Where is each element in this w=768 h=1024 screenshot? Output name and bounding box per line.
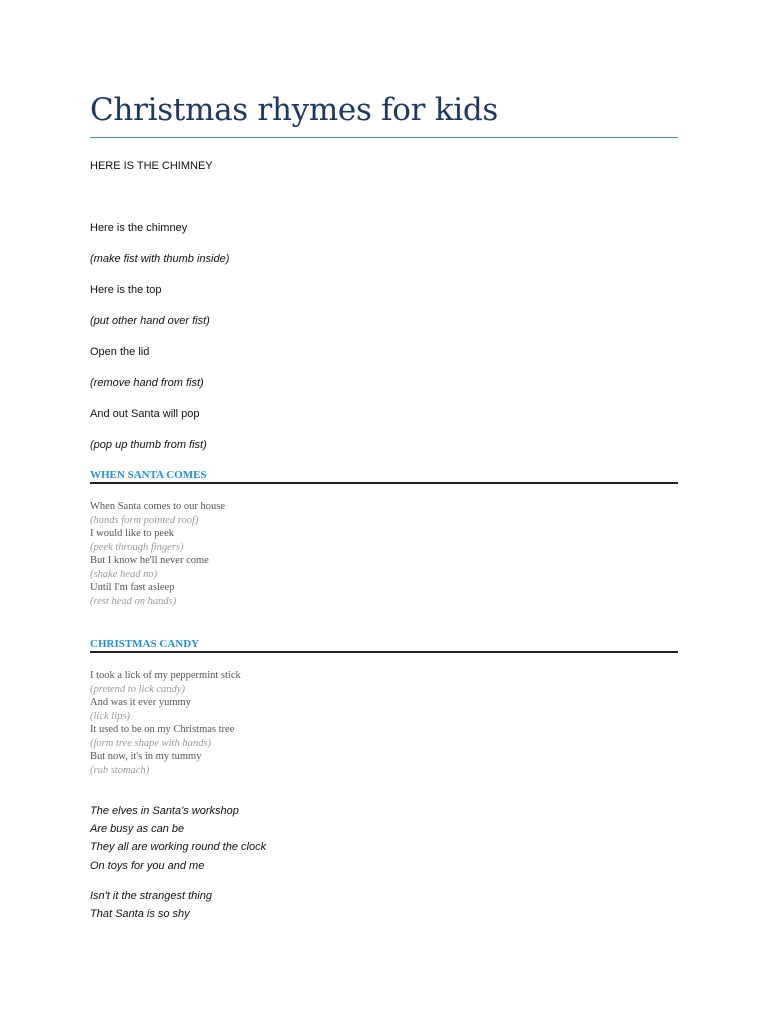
title-underline — [90, 137, 678, 138]
candy-rule — [90, 651, 678, 653]
verse-line: When Santa comes to our house — [90, 501, 226, 512]
verse-action: (pretend to lick candy) — [90, 683, 185, 695]
elves-stanza-2 — [90, 887, 212, 923]
verse-action: (lick lips) — [90, 710, 130, 722]
chimney-action-4: (pop up thumb from fist) — [90, 439, 207, 451]
poem-line: That Santa is so shy — [90, 908, 190, 921]
candy-heading: CHRISTMAS CANDY — [90, 638, 200, 650]
candy-verse — [90, 669, 241, 777]
chimney-line-2: Here is the top — [90, 284, 162, 296]
elves-stanza-1 — [90, 802, 266, 875]
verse-line: I took a lick of my peppermint stick — [90, 670, 241, 681]
poem-line: Isn't it the strangest thing — [90, 890, 212, 902]
chimney-line-4: And out Santa will pop — [90, 408, 200, 420]
santa-comes-rule — [90, 482, 678, 484]
verse-line: And was it ever yummy — [90, 697, 191, 708]
verse-line: It used to be on my Christmas tree — [90, 724, 235, 735]
verse-line: I would like to peek — [90, 528, 174, 539]
chimney-action-1: (make fist with thumb inside) — [90, 253, 230, 265]
chimney-action-3: (remove hand from fist) — [90, 377, 204, 389]
santa-comes-verse — [90, 500, 225, 608]
poem-line: On toys for you and me — [90, 859, 205, 872]
chimney-action-2: (put other hand over fist) — [90, 315, 210, 327]
chimney-line-1: Here is the chimney — [90, 222, 188, 234]
verse-action: (peek through fingers) — [90, 541, 184, 553]
poem-line: The elves in Santa's workshop — [90, 805, 239, 817]
page-title: Christmas rhymes for kids — [90, 92, 498, 128]
poem-line: Are busy as can be — [90, 823, 185, 836]
verse-action: (rest head on hands) — [90, 595, 177, 607]
verse-line: But I know he'll never come — [90, 555, 209, 566]
verse-action: (rub stomach) — [90, 764, 150, 776]
verse-line: But now, it's in my tummy — [90, 751, 202, 762]
poem-line: They all are working round the clock — [90, 841, 267, 854]
chimney-line-3: Open the lid — [90, 346, 150, 358]
verse-action: (form tree shape with hands) — [90, 737, 211, 749]
verse-action: (hands form pointed roof) — [90, 514, 199, 526]
verse-line: Until I'm fast asleep — [90, 582, 175, 593]
chimney-heading: HERE IS THE CHIMNEY — [90, 160, 213, 172]
santa-comes-heading: WHEN SANTA COMES — [90, 469, 207, 481]
verse-action: (shake head no) — [90, 568, 158, 580]
